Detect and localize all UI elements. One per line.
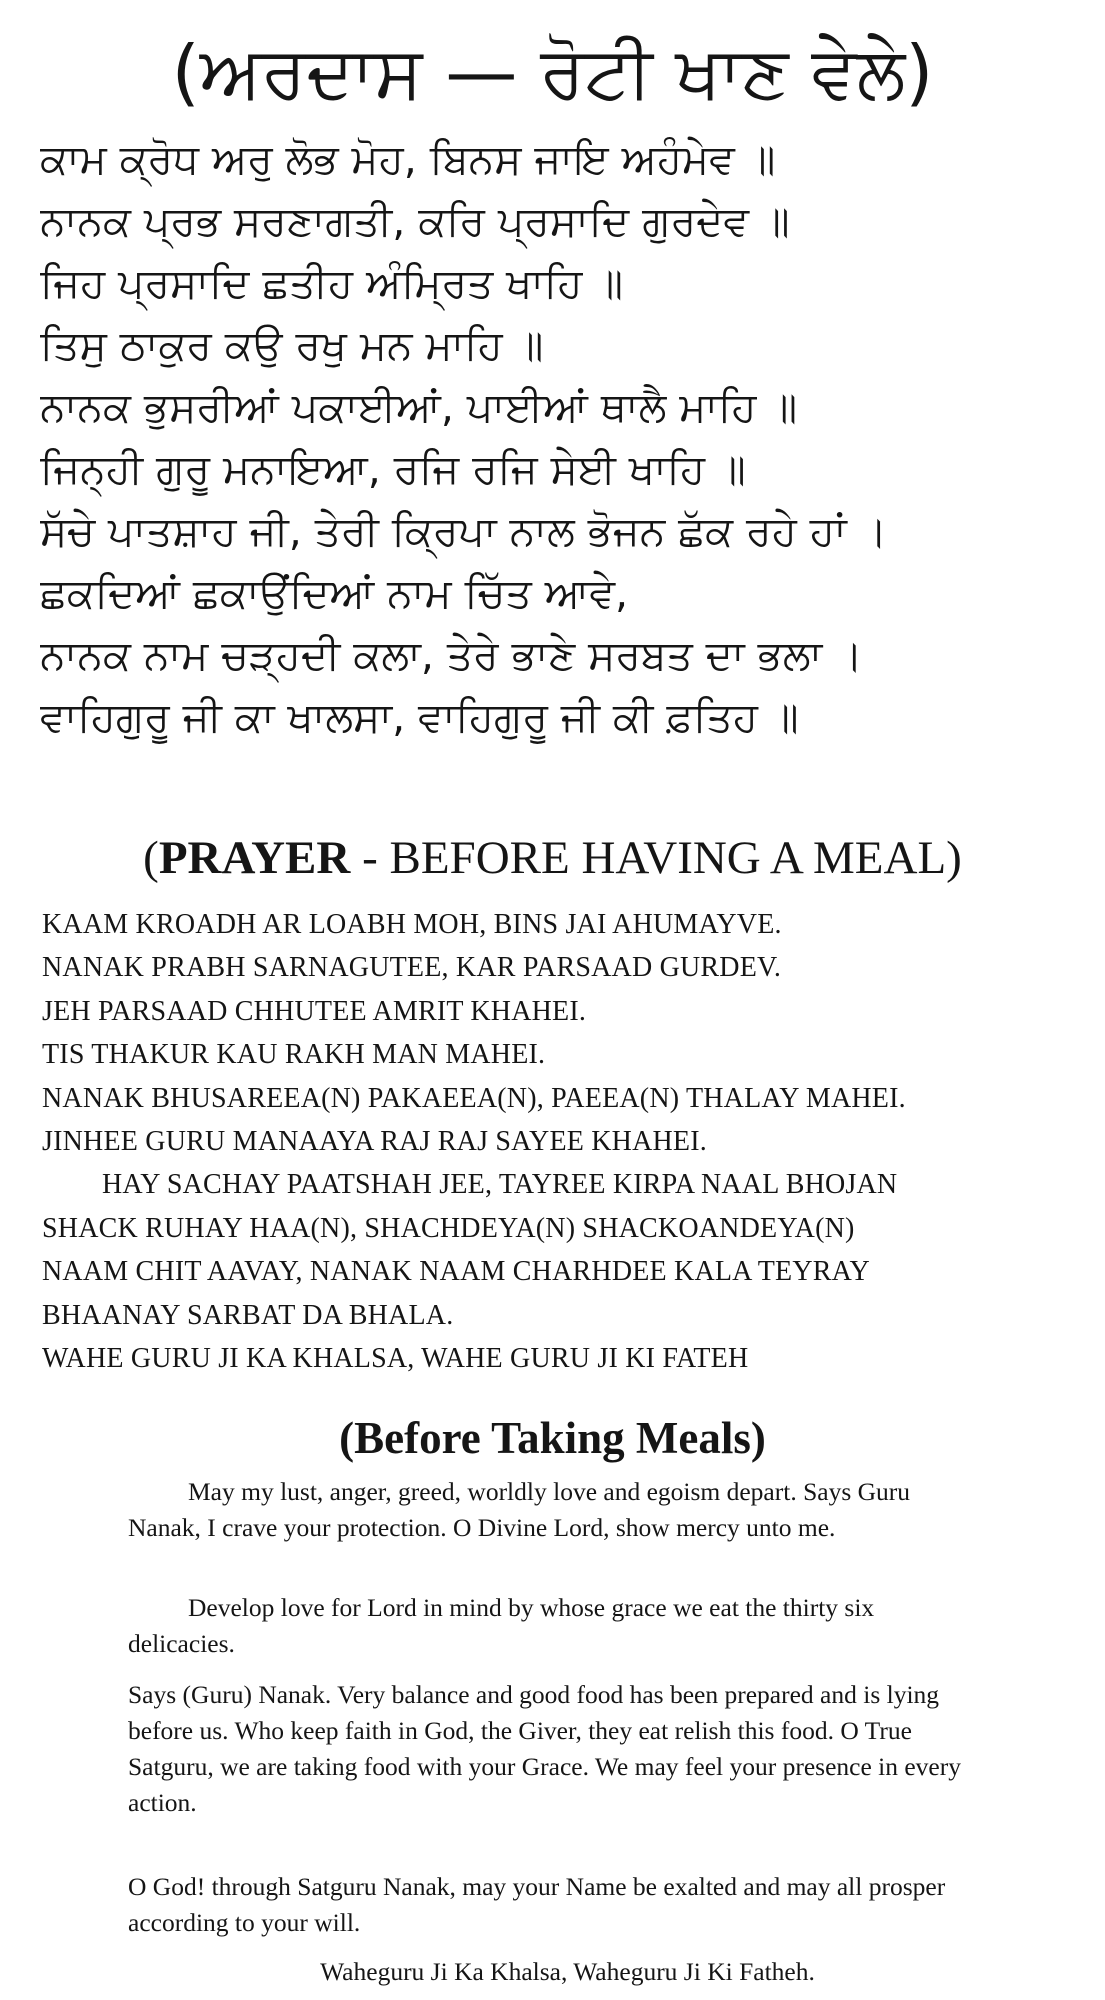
closing-salutation: Waheguru Ji Ka Khalsa, Waheguru Ji Ki Fatheh.	[320, 1957, 815, 1986]
transliteration-line: WAHE GURU JI KA KHALSA, WAHE GURU JI KI FATEH	[42, 1342, 749, 1374]
transliteration-verse	[42, 903, 1092, 1380]
transliteration-line: TIS THAKUR KAU RAKH MAN MAHEI.	[42, 1039, 546, 1071]
punjabi-line: ਜਿਹ ਪ੍ਰਸਾਦਿ ਛਤੀਹ ਅੰਮ੍ਰਿਤ ਖਾਹਿ ॥	[40, 259, 624, 307]
translation-paragraph: Develop love for Lord in mind by whose grace we eat the thirty six delicacies.	[128, 1593, 875, 1658]
transliteration-line: JINHEE GURU MANAAYA RAJ RAJ SAYEE KHAHEI.	[42, 1125, 707, 1157]
transliteration-line: SHACK RUHAY HAA(N), SHACHDEYA(N) SHACKOANDEYA(N)	[42, 1212, 855, 1244]
punjabi-line: ਤਿਸੁ ਠਾਕੁਰ ਕਉ ਰਖੁ ਮਨ ਮਾਹਿ ॥	[40, 321, 544, 369]
translation-paragraph: O God! through Satguru Nanak, may your Name be exalted and may all prosper according to your will.	[128, 1872, 946, 1937]
punjabi-line: ਨਾਨਕ ਪ੍ਰਭ ਸਰਣਾਗਤੀ, ਕਰਿ ਪ੍ਰਸਾਦਿ ਗੁਰਦੇਵ ॥	[40, 197, 790, 245]
transliteration-line: BHAANAY SARBAT DA BHALA.	[42, 1299, 454, 1331]
title-prayer-word: PRAYER	[158, 832, 351, 884]
translation-paragraph: May my lust, anger, greed, worldly love and egoism depart. Says Guru Nanak, I crave your protection. O Divine Lord, show mercy unto me.	[128, 1477, 911, 1542]
transliteration-line: NANAK PRABH SARNAGUTEE, KAR PARSAAD GURDEV.	[42, 952, 782, 984]
transliteration-line: NAAM CHIT AAVAY, NANAK NAAM CHARHDEE KALA TEYRAY	[42, 1256, 870, 1288]
title-open-paren: (	[143, 832, 159, 884]
transliteration-line: JEH PARSAAD CHHUTEE AMRIT KHAHEI.	[42, 995, 587, 1027]
punjabi-title: (ਅਰਦਾਸ — ਰੋਟੀ ਖਾਣ ਵੇਲੇ)	[171, 30, 934, 114]
punjabi-verse	[40, 128, 1100, 748]
punjabi-line: ਨਾਨਕ ਨਾਮ ਚੜ੍ਹਦੀ ਕਲਾ, ਤੇਰੇ ਭਾਣੇ ਸਰਬਤ ਦਾ ਭਲਾ ।	[40, 631, 863, 679]
transliteration-line: KAAM KROADH AR LOABH MOH, BINS JAI AHUMAYVE.	[42, 909, 782, 940]
punjabi-line: ਛਕਦਿਆਂ ਛਕਾਉਂਦਿਆਂ ਨਾਮ ਚਿੱਤ ਆਵੇ,	[40, 569, 629, 617]
punjabi-line: ਕਾਮ ਕ੍ਰੋਧ ਅਰੁ ਲੋਭ ਮੋਹ, ਬਿਨਸ ਜਾਇ ਅਹੰਮੇਵ ॥	[40, 135, 776, 183]
punjabi-line: ਸੱਚੇ ਪਾਤਸ਼ਾਹ ਜੀ, ਤੇਰੀ ਕ੍ਰਿਪਾ ਨਾਲ ਭੋਜਨ ਛੱਕ ਰਹੇ ਹਾਂ ।	[40, 507, 888, 555]
transliteration-title	[0, 828, 1105, 888]
punjabi-line: ਵਾਹਿਗੁਰੂ ਜੀ ਕਾ ਖਾਲਸਾ, ਵਾਹਿਗੁਰੂ ਜੀ ਕੀ ਫ਼ਤਿਹ ॥	[40, 693, 799, 741]
punjabi-line: ਜਿਨ੍ਹੀ ਗੁਰੂ ਮਨਾਇਆ, ਰਜਿ ਰਜਿ ਸੇਈ ਖਾਹਿ ॥	[40, 445, 746, 493]
translation-paragraph: Says (Guru) Nanak. Very balance and good food has been prepared and is lying before us. Who keep faith in God, the Giver, they eat relish this food. O True Satguru, we are taking food with your Grace. We may feel your presence in every action.	[128, 1680, 961, 1817]
transliteration-line: HAY SACHAY PAATSHAH JEE, TAYREE KIRPA NAAL BHOJAN	[102, 1169, 898, 1201]
punjabi-line: ਨਾਨਕ ਭੁਸਰੀਆਂ ਪਕਾਈਆਂ, ਪਾਈਆਂ ਥਾਲੈ ਮਾਹਿ ॥	[40, 383, 798, 431]
translation-title: (Before Taking Meals)	[339, 1413, 766, 1463]
transliteration-line: NANAK BHUSAREEA(N) PAKAEEA(N), PAEEA(N) THALAY MAHEI.	[42, 1082, 906, 1114]
title-rest: - BEFORE HAVING A MEAL)	[350, 832, 962, 884]
